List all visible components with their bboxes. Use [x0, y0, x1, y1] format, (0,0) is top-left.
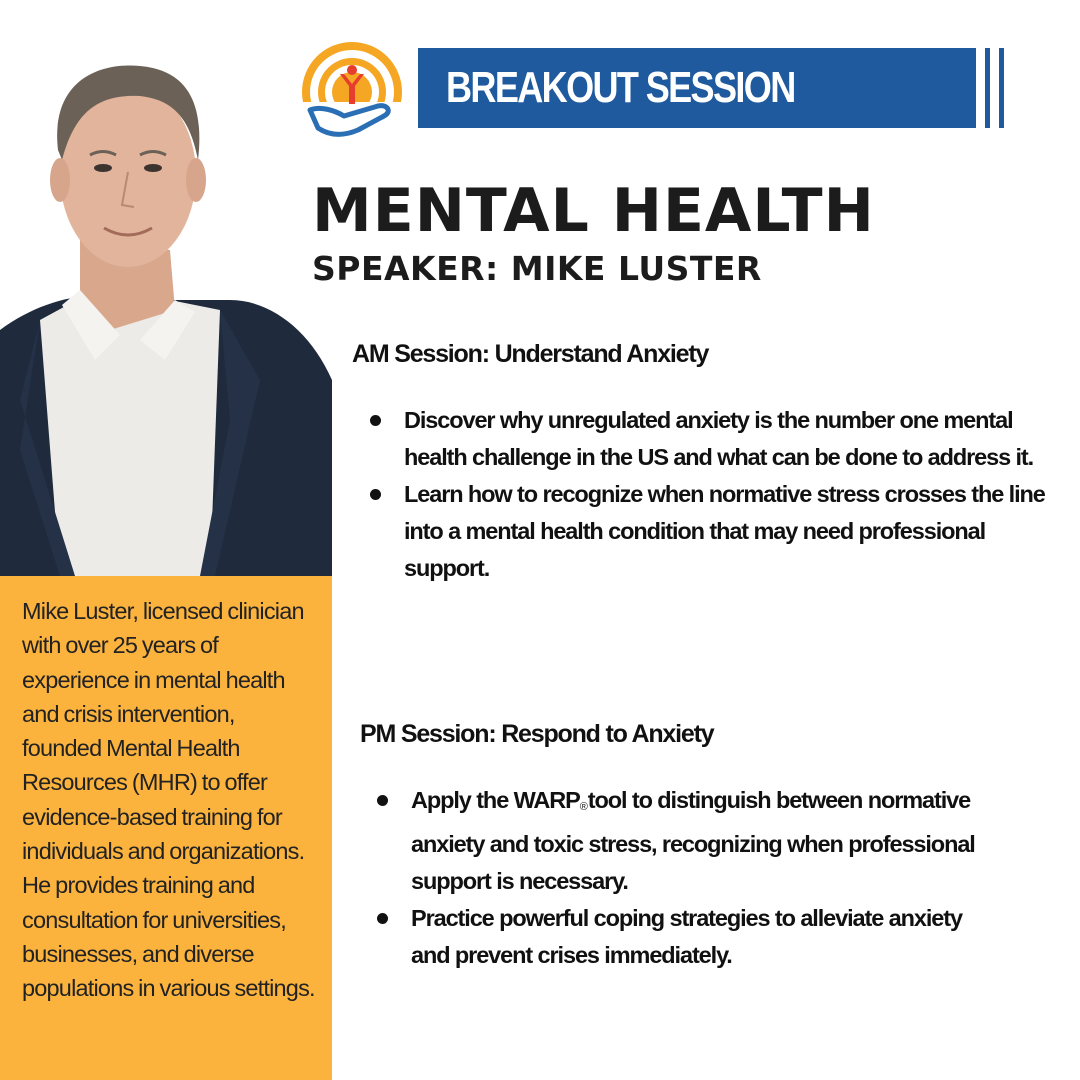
pm-point-text: Apply the WARP [411, 787, 580, 813]
list-item [370, 476, 1060, 587]
registered-mark: ® [579, 801, 588, 813]
bullet-icon [370, 415, 381, 426]
am-point-text: Learn how to recognize when normative stress crosses the line into a mental health condition that may need professional support. [404, 481, 1045, 581]
speaker-bio-text: Mike Luster, licensed clinician with over 25 years of experience in mental health and crisis intervention, founded Mental Health Resources (MHR) to offer evidence-based training for individuals and organizations. He provides training and consultation for universities, businesses, and diverse populations in various settings. [22, 598, 315, 1002]
session-title: MENTAL HEALTH [312, 176, 875, 246]
list-item [370, 402, 1060, 476]
list-item [377, 900, 997, 974]
pm-session-points [377, 782, 997, 974]
pm-point-text: Practice powerful coping strategies to alleviate anxiety and prevent crises immediately. [411, 905, 962, 968]
list-item [377, 782, 997, 900]
bullet-icon [370, 489, 381, 500]
banner-accent-bar [999, 48, 1004, 128]
speaker-bio-box [0, 576, 332, 1080]
am-session-heading: AM Session: Understand Anxiety [352, 340, 709, 368]
am-session-points [370, 402, 1060, 587]
speaker-photo [0, 0, 332, 576]
bullet-icon [377, 795, 388, 806]
breakout-session-banner [418, 48, 976, 128]
banner-label: BREAKOUT SESSION [446, 63, 795, 112]
speaker-name: SPEAKER: MIKE LUSTER [312, 249, 762, 288]
am-point-text: Discover why unregulated anxiety is the number one mental health challenge in the US and what can be done to address it. [404, 407, 1034, 470]
pm-session-heading: PM Session: Respond to Anxiety [360, 720, 714, 748]
pm-point-text: tool to distinguish between normative anxiety and toxic stress, recognizing when professional support is necessary. [411, 787, 975, 894]
hand-with-person-logo-icon [300, 40, 404, 144]
banner-accent-bar [985, 48, 990, 128]
bullet-icon [377, 913, 388, 924]
